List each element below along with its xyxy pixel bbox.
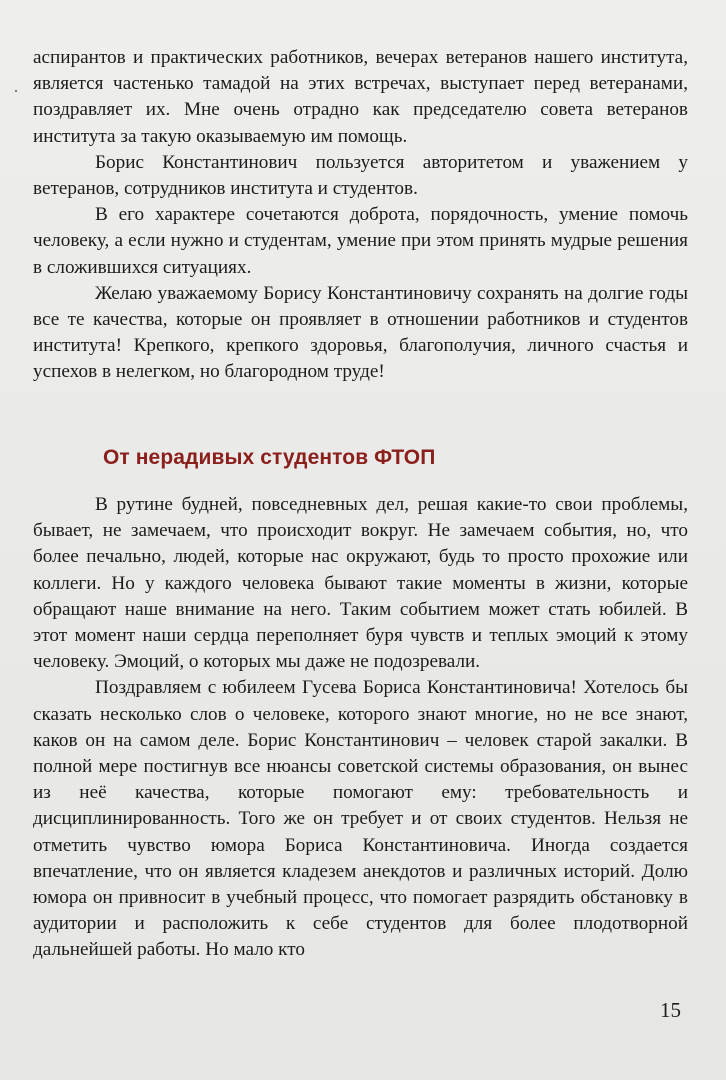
paragraph: Желаю уважаемому Борису Константиновичу сохранять на долгие годы все те качества, которые он проявляет в отношении работников и студентов института! Крепкого, крепкого здоровья, благополучия, личного счастья и успехов в нелегком, но благородном труде!	[33, 282, 688, 383]
scan-speck	[15, 90, 17, 92]
paragraph: В его характере сочетаются доброта, порядочность, умение помочь человеку, а если нужно и студентам, умение при этом принять мудрые решения в сложившихся ситуациях.	[33, 204, 688, 278]
paragraph: Поздравляем с юбилеем Гусева Бориса Константиновича! Хотелось бы сказать несколько слов о человеке, которого знают многие, но не все знают, каков он на самом деле. Борис Константинович – человек старой закалки. В полной мере постигнув все нюансы советской системы образования, он вынес из неё качества, которые помогают ему: требовательность и дисциплинированность. Того же он требует и от своих студентов. Нельзя не отметить чувство юмора Бориса Константиновича. Иногда создается впечатление, что он является кладезем анекдотов и различных историй. Долю юмора он привносит в учебный процесс, что помогает разрядить обстановку в аудитории и расположить к себе студентов для более плодотворной дальнейшей работы. Но мало кто	[33, 677, 688, 961]
paragraph: Борис Константинович пользуется авторитетом и уважением у ветеранов, сотрудников института и студентов.	[33, 151, 688, 200]
page-number: 15	[660, 998, 681, 1022]
paragraph: аспирантов и практических работников, вечерах ветеранов нашего института, является частенько тамадой на этих встречах, выступает перед ветеранами, поздравляет их. Мне очень отрадно как председателю совета ветеранов института за такую оказываемую им помощь.	[33, 47, 688, 147]
paragraph: В рутине будней, повседневных дел, решая какие-то свои проблемы, бывает, не замечаем, что происходит вокруг. Не замечаем события, но, что более печально, людей, которые нас окружают, будь то просто прохожие или коллеги. Но у каждого человека бывают такие моменты в жизни, которые обращают наше внимание на него. Таким событием может стать юбилей. В этот момент наши сердца переполняет буря чувств и теплых эмоций к этому человеку. Эмоций, о которых мы даже не подозревали.	[33, 494, 688, 673]
section-heading: От нерадивых студентов ФТОП	[103, 446, 436, 469]
text-block-upper	[33, 45, 688, 386]
text-block-lower	[33, 492, 688, 964]
